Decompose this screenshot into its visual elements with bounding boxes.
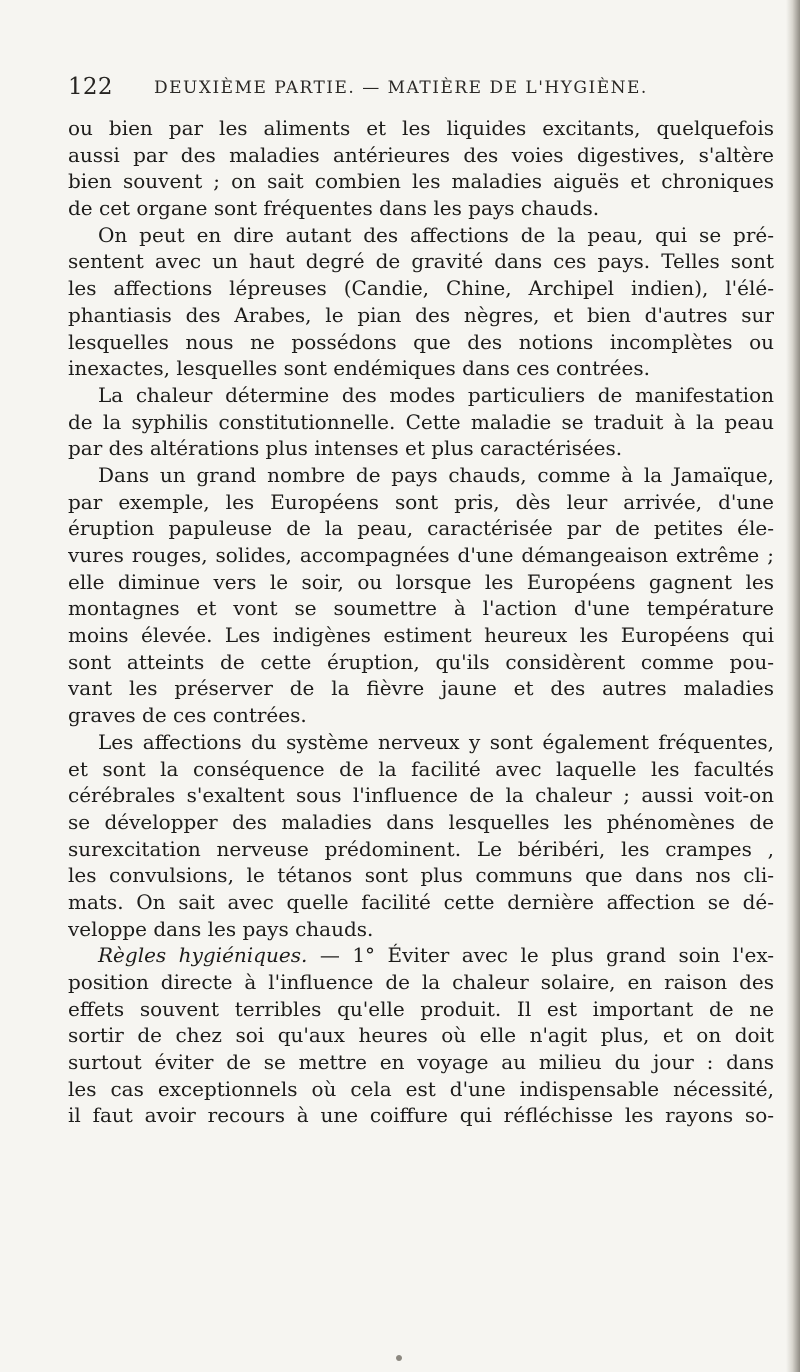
text-line: par exemple, les Européens sont pris, dès leur arrivée, d'une — [68, 489, 774, 514]
text-line: montagnes et vont se soumettre à l'action d'une température — [68, 596, 774, 621]
page-number: 122 — [68, 74, 113, 100]
text-line: les cas exceptionnels où cela est d'une indispensable nécessité, — [68, 1076, 774, 1101]
text-line: surexcitation nerveuse prédominent. Le béribéri, les crampes , — [68, 836, 774, 861]
text-line: veloppe dans les pays chauds. — [68, 916, 374, 941]
text-line: les affections lépreuses (Candie, Chine, Archipel indien), l'élé- — [68, 276, 774, 301]
page-mark — [396, 1355, 402, 1361]
text-line: de la syphilis constitutionnelle. Cette maladie se traduit à la peau — [68, 409, 774, 434]
page-header — [68, 74, 758, 104]
text-line: elle diminue vers le soir, ou lorsque les Européens gagnent les — [68, 569, 774, 594]
running-head: DEUXIÈME PARTIE. — MATIÈRE DE L'HYGIÈNE. — [154, 78, 648, 98]
text-line: il faut avoir recours à une coiffure qui réfléchisse les rayons so- — [68, 1103, 774, 1128]
text-line: lesquelles nous ne possédons que des notions incomplètes ou — [68, 329, 774, 354]
text-line: mats. On sait avec quelle facilité cette dernière affection se dé- — [68, 889, 774, 914]
text-line: de cet organe sont fréquentes dans les pays chauds. — [68, 196, 600, 221]
text-line: inexactes, lesquelles sont endémiques dans ces contrées. — [68, 356, 650, 381]
text-line: position directe à l'influence de la chaleur solaire, en raison des — [68, 970, 774, 994]
text-line: bien souvent ; on sait combien les maladies aiguës et chroniques — [68, 169, 774, 194]
text-line: aussi par des maladies antérieures des voies digestives, s'altère — [68, 142, 774, 167]
text-line: par des altérations plus intenses et plus caractérisées. — [68, 436, 623, 461]
text-line: vant les préserver de la fièvre jaune et des autres maladies — [68, 676, 774, 701]
text-line: sortir de chez soi qu'aux heures où elle n'agit plus, et on doit — [68, 1023, 774, 1048]
body-text — [68, 115, 774, 1129]
text-line: cérébrales s'exaltent sous l'influence de la chaleur ; aussi voit-on — [68, 783, 774, 808]
text-line: La chaleur détermine des modes particuliers de manifestation — [98, 382, 774, 407]
text-line: sont atteints de cette éruption, qu'ils considèrent comme pou- — [68, 649, 774, 674]
text-line-with-heading — [68, 942, 774, 969]
page-edge-shadow — [786, 0, 800, 1372]
text-line: ou bien par les aliments et les liquides excitants, quelquefois — [68, 116, 774, 140]
text-line: On peut en dire autant des affections de la peau, qui se pré- — [98, 222, 774, 247]
text-line: sentent avec un haut degré de gravité dans ces pays. Telles sont — [68, 249, 774, 274]
text-line: Les affections du système nerveux y sont également fréquentes, — [98, 729, 774, 754]
text-line: les convulsions, le tétanos sont plus communs que dans nos cli- — [68, 863, 774, 888]
text-line: moins élevée. Les indigènes estiment heureux les Européens qui — [68, 623, 774, 648]
rule-text: — 1° Éviter avec le plus grand soin l'ex- — [319, 943, 774, 968]
text-line: Dans un grand nombre de pays chauds, comme à la Jamaïque, — [98, 462, 774, 487]
section-heading: Règles hygiéniques. — [98, 943, 308, 968]
text-line: graves de ces contrées. — [68, 703, 307, 728]
text-line: phantiasis des Arabes, le pian des nègres, et bien d'autres sur — [68, 302, 774, 327]
text-line: se développer des maladies dans lesquelles les phénomènes de — [68, 809, 774, 834]
text-line: vures rouges, solides, accompagnées d'une démangeaison extrême ; — [68, 543, 774, 567]
text-line: surtout éviter de se mettre en voyage au milieu du jour : dans — [68, 1050, 774, 1075]
text-line: éruption papuleuse de la peau, caractérisée par de petites éle- — [68, 516, 774, 541]
text-line: effets souvent terribles qu'elle produit. Il est important de ne — [68, 996, 774, 1021]
text-line: et sont la conséquence de la facilité avec laquelle les facultés — [68, 756, 774, 781]
